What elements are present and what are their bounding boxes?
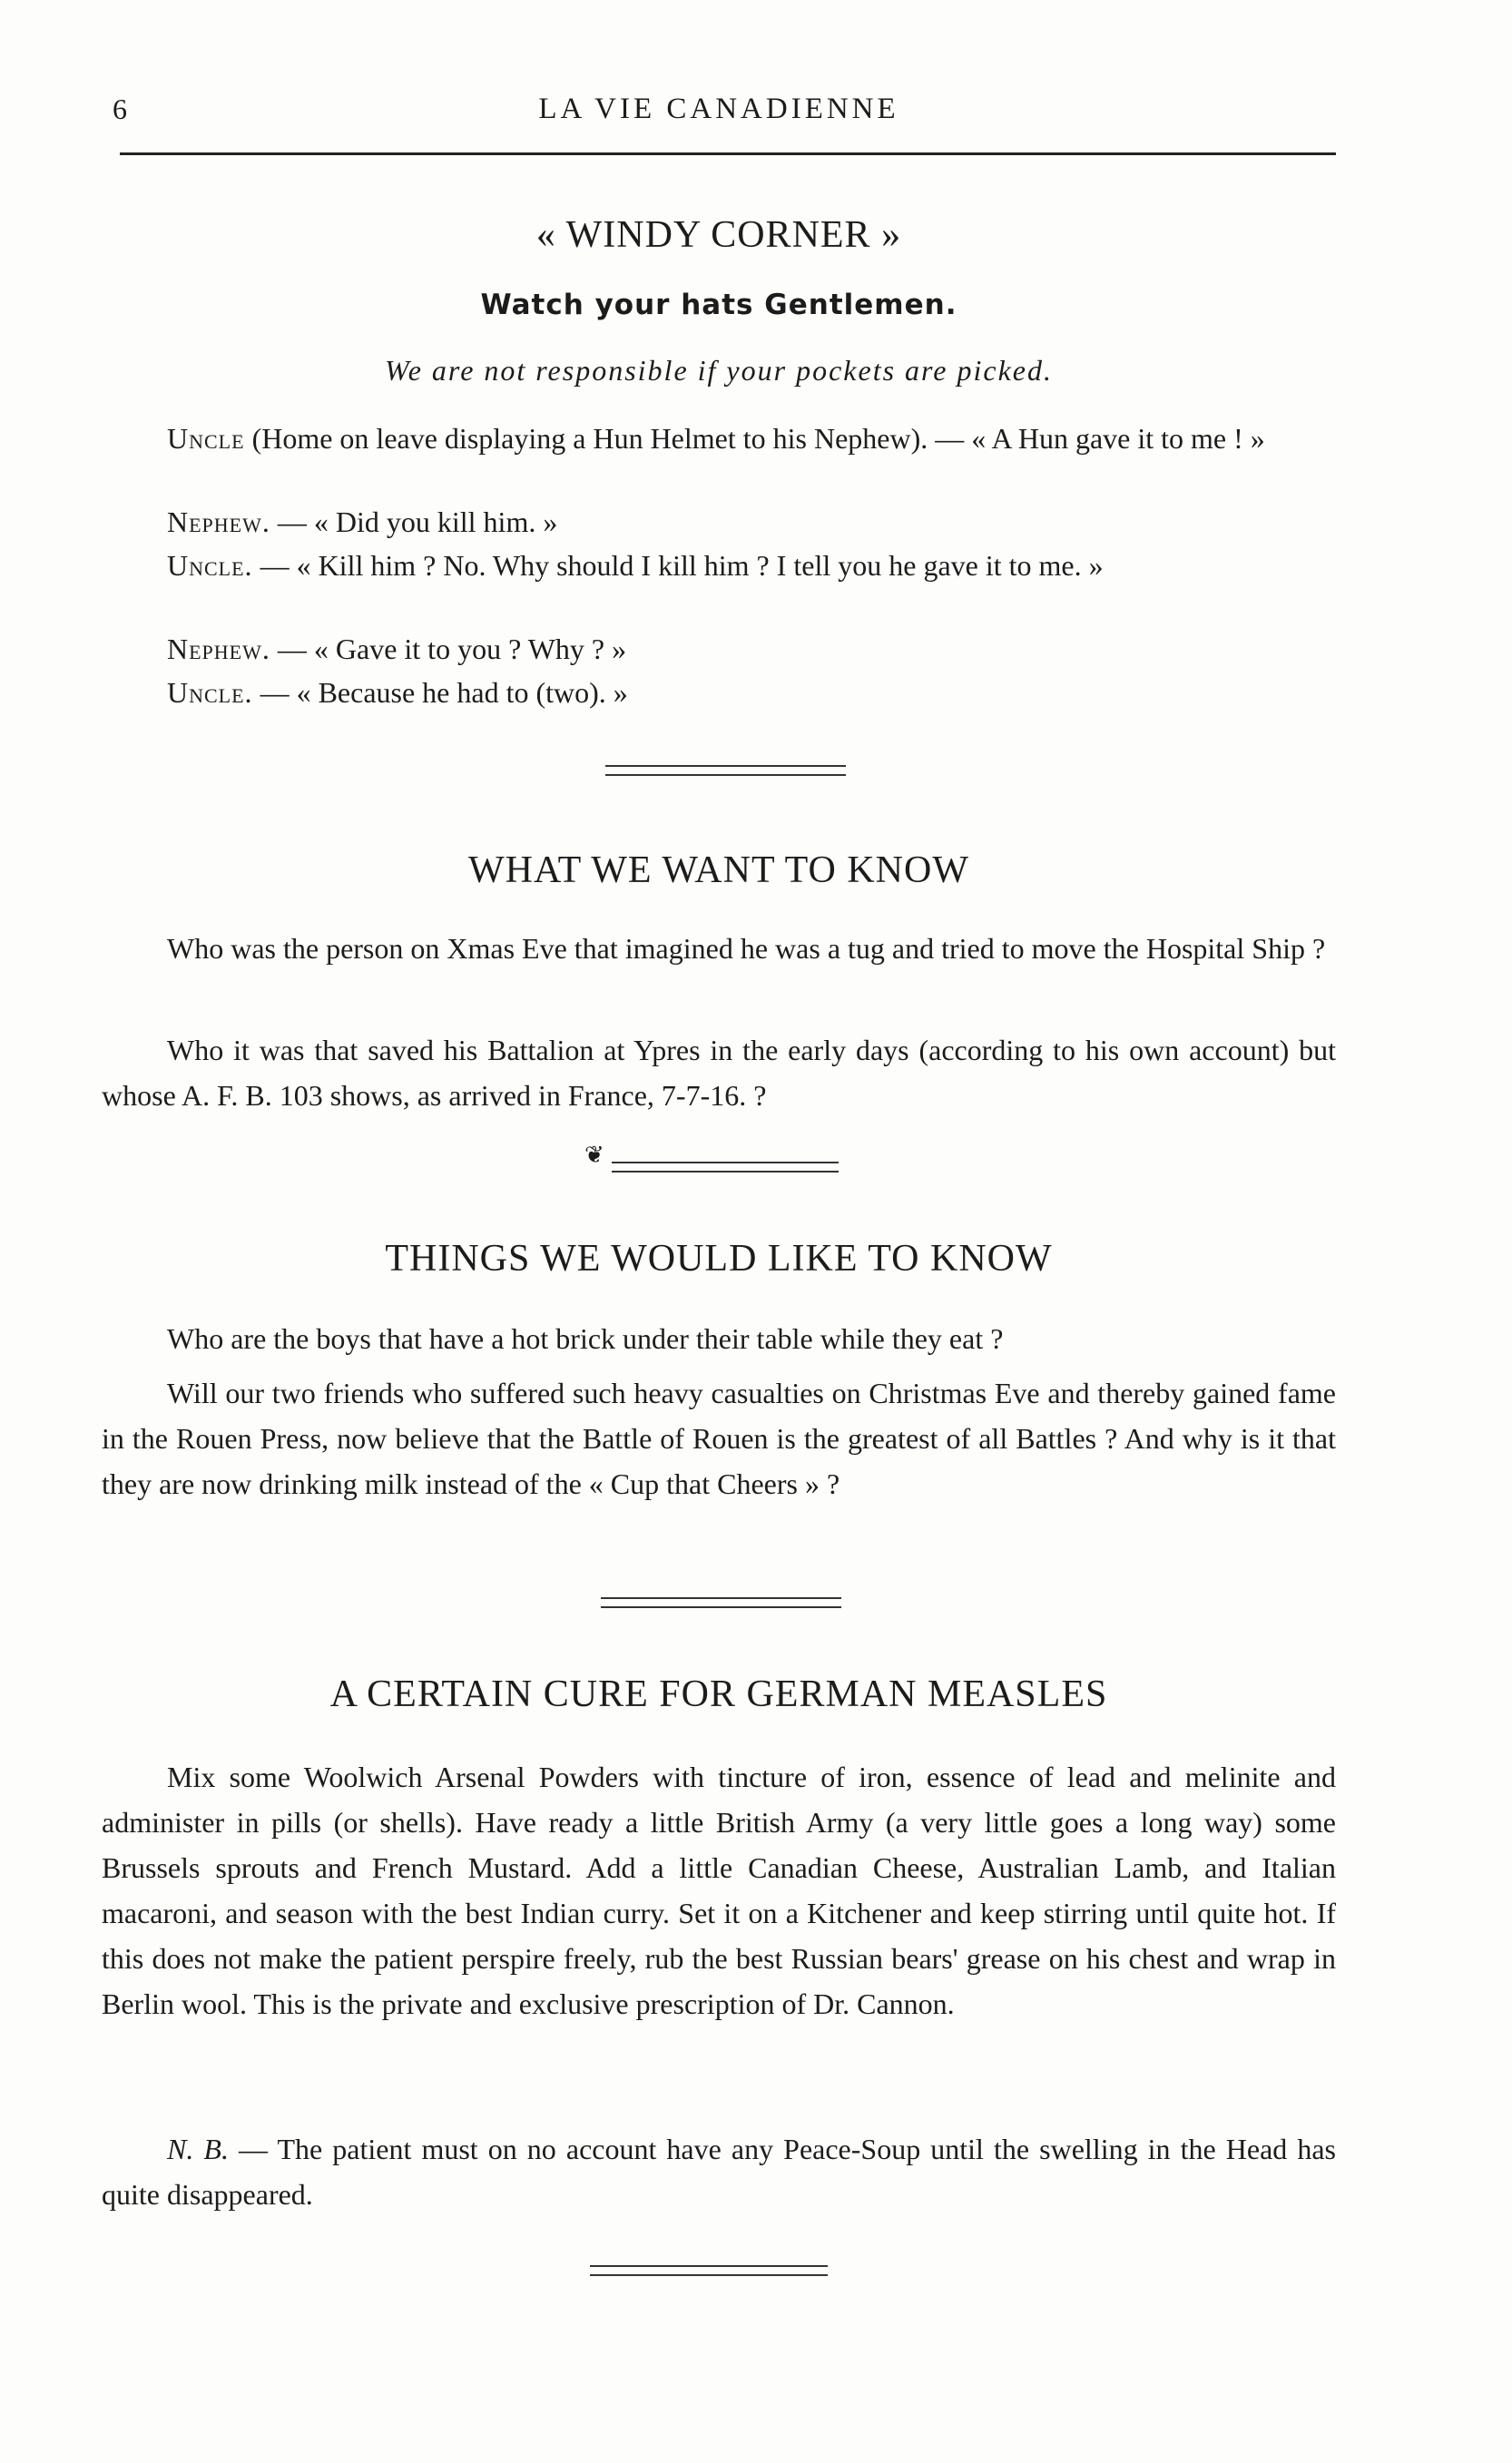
dialogue-line xyxy=(102,626,1336,672)
dialogue-text: — « Kill him ? No. Why should I kill him ? I tell you he gave it to me. » xyxy=(252,549,1104,582)
section-divider xyxy=(605,765,846,776)
paragraph: Who it was that saved his Battalion at Ypres in the early days (according to his own account) but whose A. F. B. 103 shows, as arrived in France, 7-7-16. ? xyxy=(102,1034,1336,1112)
dialogue-line xyxy=(102,416,1336,461)
windy-corner-disclaimer: We are not responsible if your pockets are picked. xyxy=(385,354,1053,387)
speaker: Uncle. xyxy=(167,676,253,709)
section-divider xyxy=(601,1597,841,1608)
ornament-icon: ❦ xyxy=(584,1142,604,1168)
section-divider xyxy=(612,1162,839,1173)
dialogue-text: — « Did you kill him. » xyxy=(270,505,558,538)
dialogue-text: — « Gave it to you ? Why ? » xyxy=(270,633,627,665)
speaker: Uncle xyxy=(167,422,245,455)
paragraph: Who are the boys that have a hot brick under their table while they eat ? xyxy=(167,1322,1004,1355)
speaker: Uncle. xyxy=(167,549,253,582)
dialogue-line xyxy=(102,499,1336,545)
section-title-things-we-would-like-to-know: THINGS WE WOULD LIKE TO KNOW xyxy=(385,1238,1053,1280)
dialogue-line xyxy=(102,670,1336,715)
paragraph: Mix some Woolwich Arsenal Powders with tincture of iron, essence of lead and melinite and administer in pills (or shells). Have ready a little British Army (a very little goes a long way) some Brussels sprouts and French Mustard. Add a little Canadian Cheese, Australian Lamb, and Italian macaroni, and season with the best Indian curry. Set it on a Kitchener and keep stirring until quite hot. If this does not make the patient perspire freely, rub the best Russian bears' grease on his chest and wrap in Berlin wool. This is the private and exclusive prescription of Dr. Cannon. xyxy=(102,1761,1336,2020)
page-header xyxy=(102,93,1336,134)
windy-corner-subtitle: Watch your hats Gentlemen. xyxy=(480,289,957,321)
page-number: 6 xyxy=(113,93,127,125)
nb-label: N. B. xyxy=(167,2133,229,2165)
running-title: LA VIE CANADIENNE xyxy=(538,93,899,125)
section-title-windy-corner: « WINDY CORNER » xyxy=(535,214,902,256)
section-title-what-we-want-to-know: WHAT WE WANT TO KNOW xyxy=(468,849,969,891)
speaker: Nephew. xyxy=(167,505,270,538)
header-rule xyxy=(120,152,1336,155)
nb-text: — The patient must on no account have any Peace-Soup until the swelling in the Head has quite disappeared. xyxy=(102,2133,1337,2211)
dialogue-line xyxy=(102,543,1336,588)
nb-paragraph xyxy=(102,2126,1336,2217)
dialogue-text: — « Because he had to (two). » xyxy=(252,676,628,709)
dialogue-text: (Home on leave displaying a Hun Helmet to his Nephew). — « A Hun gave it to me ! » xyxy=(244,422,1265,455)
section-title-cure-for-german-measles: A CERTAIN CURE FOR GERMAN MEASLES xyxy=(329,1673,1108,1715)
section-divider xyxy=(590,2265,828,2276)
paragraph: Will our two friends who suffered such heavy casualties on Christmas Eve and thereby gained fame in the Rouen Press, now believe that the Battle of Rouen is the greatest of all Battles ? And why is it that they are now drinking milk instead of the « Cup that Cheers » ? xyxy=(102,1377,1336,1500)
paragraph: Who was the person on Xmas Eve that imagined he was a tug and tried to move the Hospital Ship ? xyxy=(167,932,1326,965)
speaker: Nephew. xyxy=(167,633,270,665)
